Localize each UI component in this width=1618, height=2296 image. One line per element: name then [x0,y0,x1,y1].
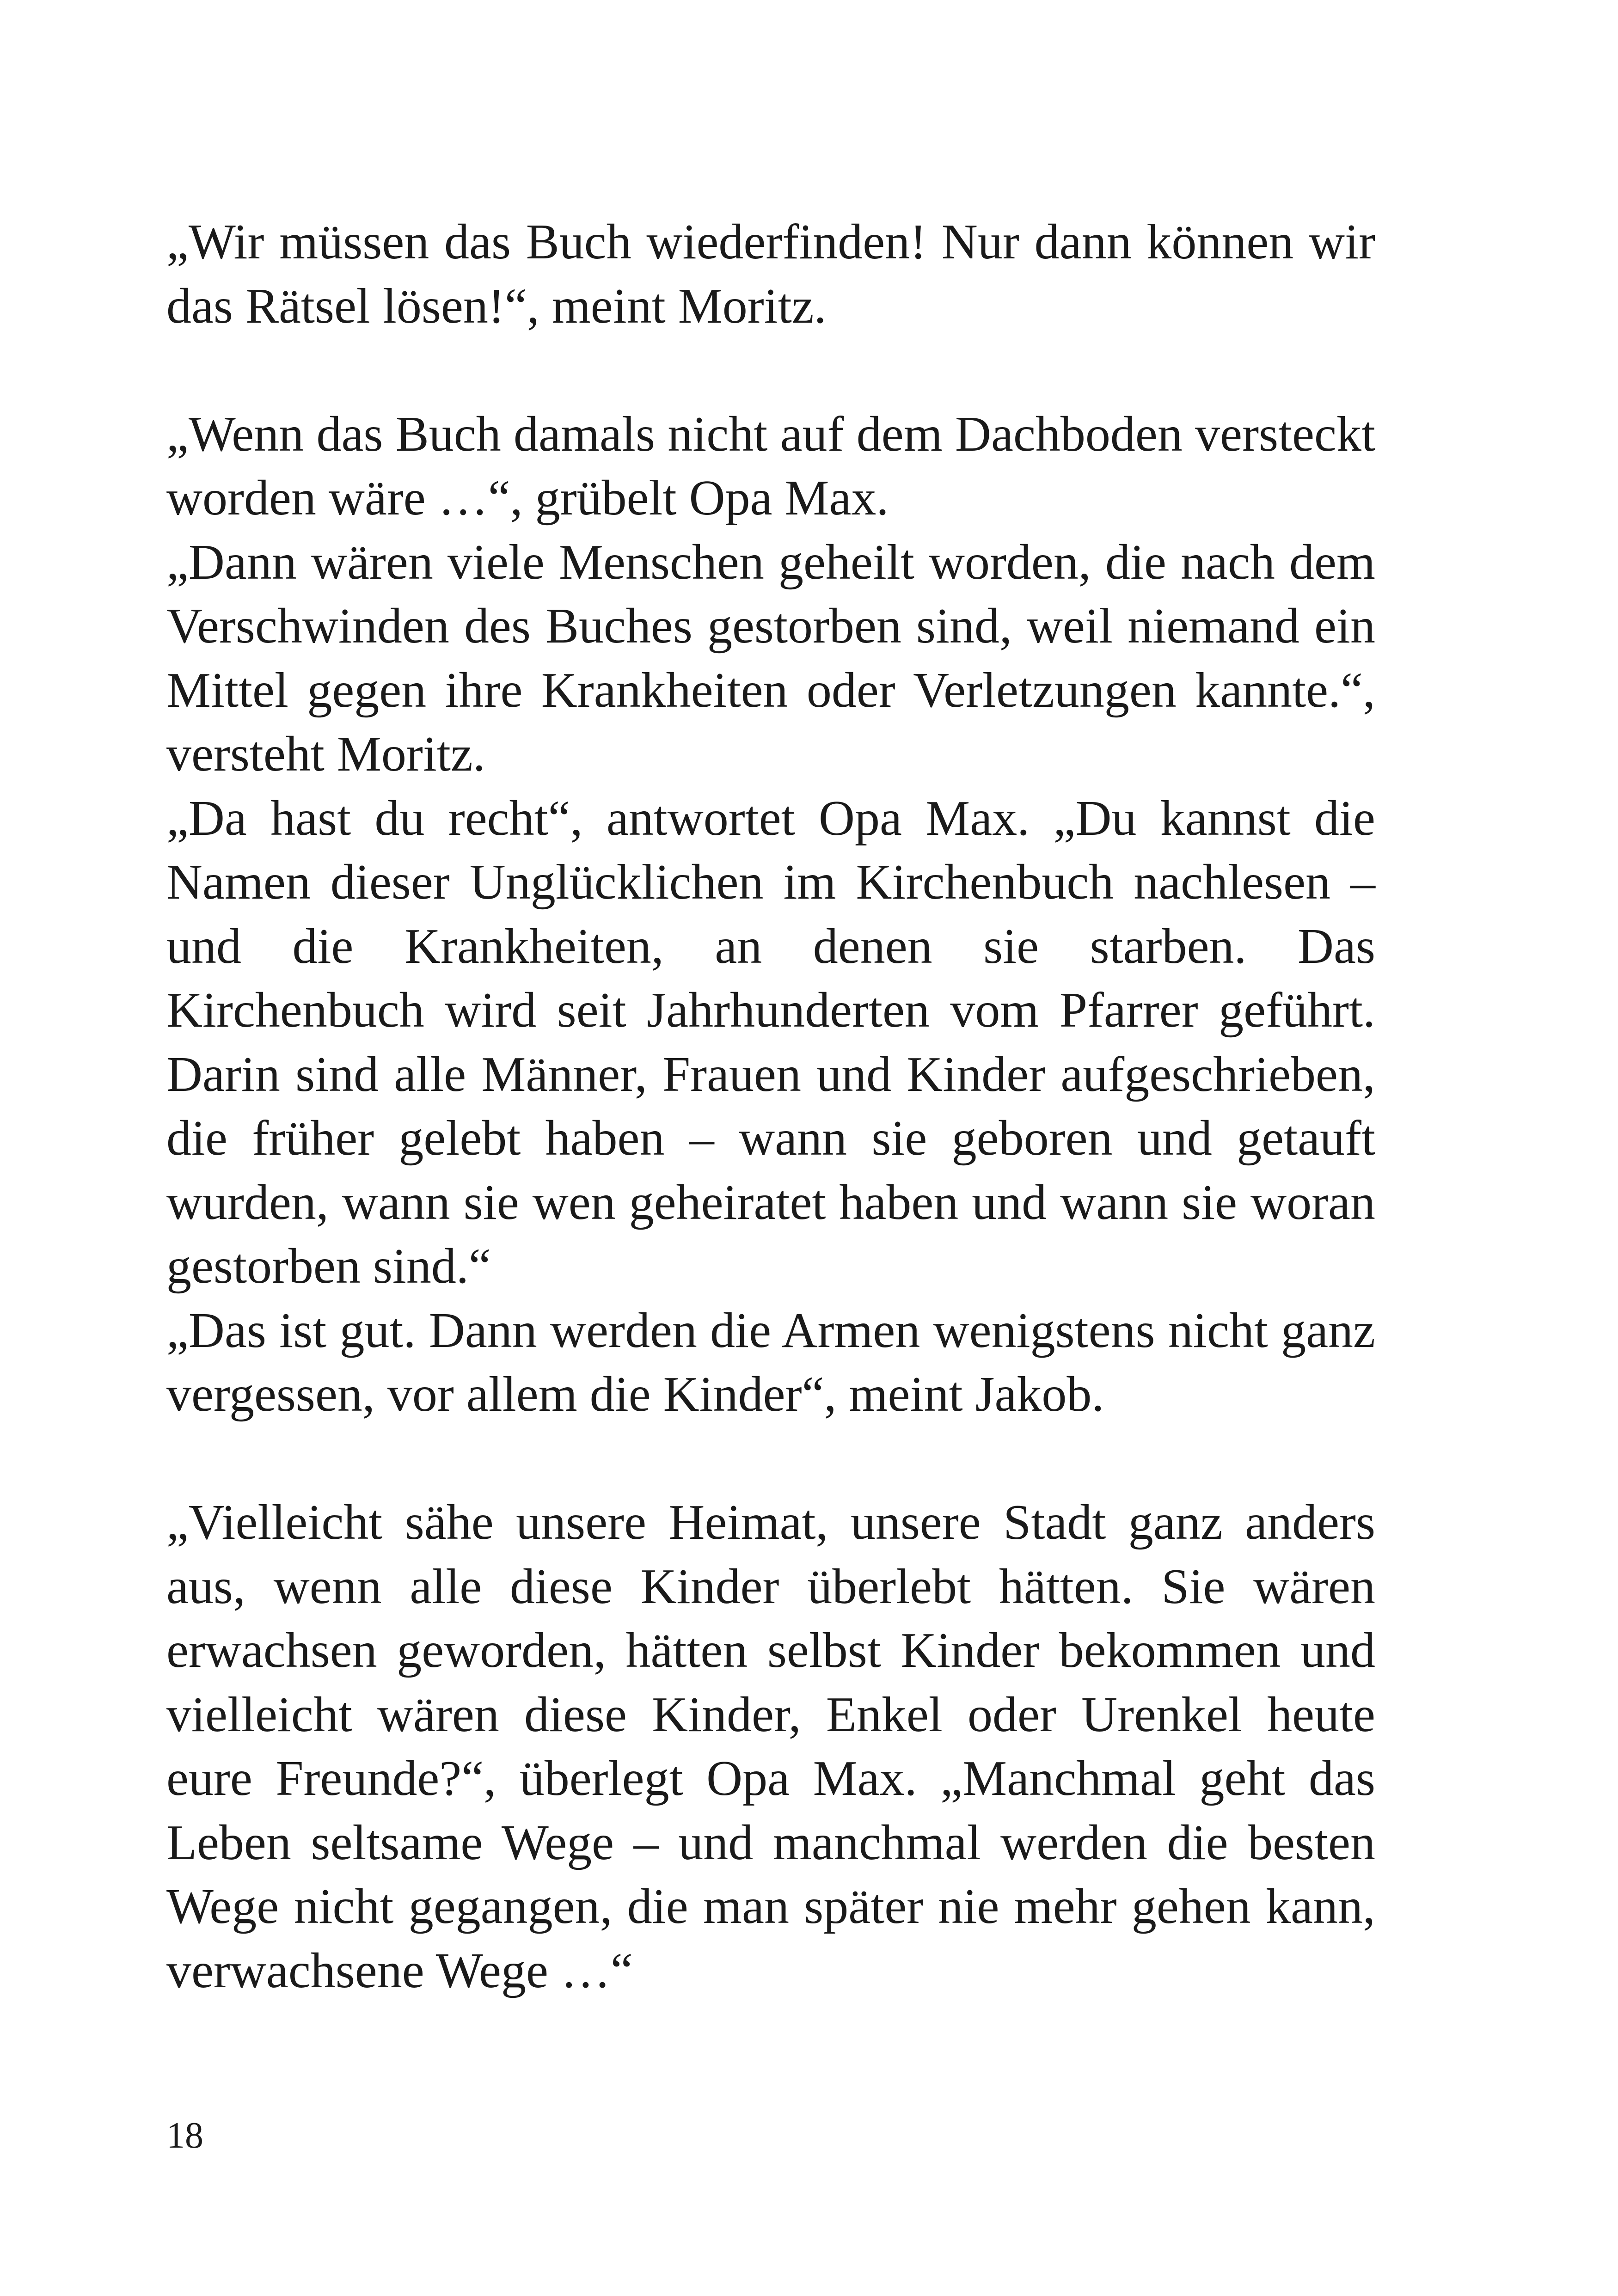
paragraph-6: „Vielleicht sähe unsere Heimat, unsere Stadt ganz anders aus, wenn alle diese Kinder überlebt hätten. Sie wären erwachsen geworden, hätten selbst Kinder bekommen und vielleicht wären diese Kinder, Enkel oder Urenkel heute eure Freunde?“, überlegt Opa Max. „Manchmal geht das Leben seltsame Wege – und manchmal werden die besten Wege nicht gegangen, die man später nie mehr gehen kann, verwachsene Wege …“ [166,1495,1375,1998]
paragraph-3: „Dann wären viele Menschen geheilt worden, die nach dem Verschwinden des Buches gestorben sind, weil niemand ein Mittel gegen ihre Krankheiten oder Verletzungen kannte.“, versteht Moritz. [166,534,1375,782]
paragraph-1: „Wir müssen das Buch wiederfinden! Nur dann können wir das Rätsel lösen!“, meint Moritz. [166,214,1375,334]
paragraph-2: „Wenn das Buch damals nicht auf dem Dachboden versteckt worden wäre …“, grübelt Opa Max. [166,406,1375,526]
paragraph-4: „Da hast du recht“, antwortet Opa Max. „Du kannst die Namen dieser Unglücklichen im Kirchenbuch nachlesen – und die Krankheiten, an denen sie starben. Das Kirchenbuch wird seit Jahrhunderten vom Pfarrer geführt. Darin sind alle Männer, Frauen und Kinder aufgeschrieben, die früher gelebt haben – wann sie geboren und getauft wurden, wann sie wen geheiratet haben und wann sie woran gestorben sind.“ [166,790,1375,1294]
paragraph-5: „Das ist gut. Dann werden die Armen wenigstens nicht ganz vergessen, vor allem die Kinder“, meint Jakob. [166,1303,1375,1422]
body-text [166,210,1375,2003]
page-number: 18 [166,2115,203,2156]
